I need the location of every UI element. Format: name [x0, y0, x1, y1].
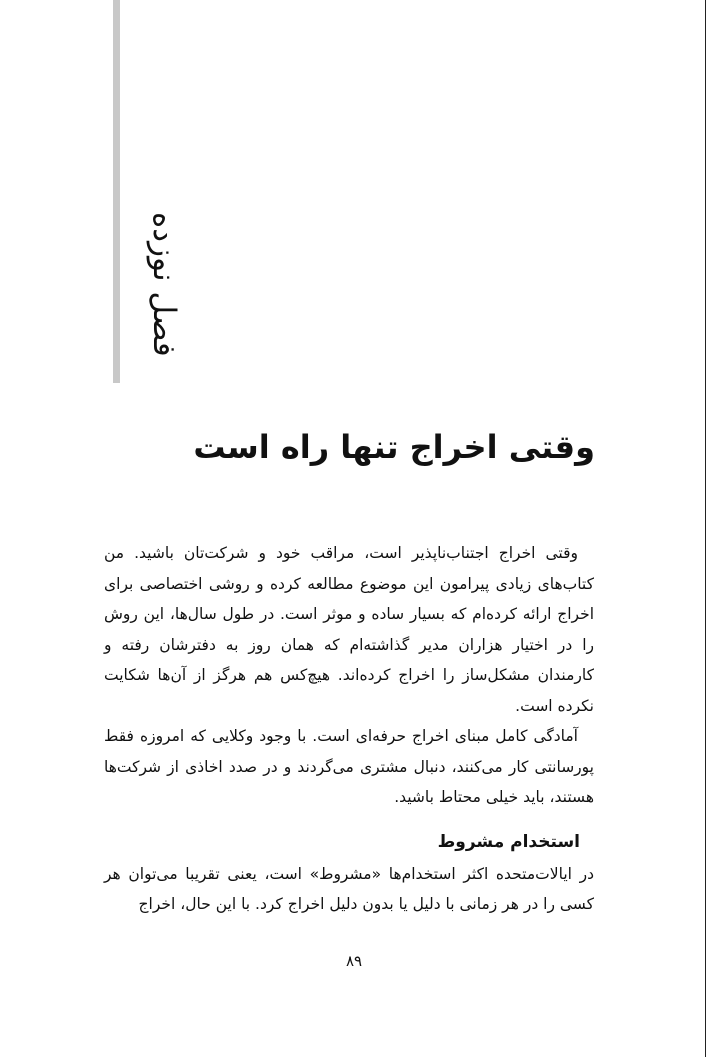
section-heading: استخدام مشروط [437, 831, 580, 852]
page-number: ۸۹ [345, 952, 363, 970]
chapter-bar [113, 0, 120, 383]
body-text [104, 538, 594, 920]
chapter-title: وقتی اخراج تنها راه است [193, 428, 595, 466]
page-edge-line [705, 0, 706, 1057]
chapter-label: فصل نوزده [146, 212, 182, 357]
paragraph-2: آمادگی کامل مبنای اخراج حرفه‌ای است. با وجود وکلایی که امروزه فقط پورسانتی کار می‌کنند، دنبال مشتری می‌گردند و در صدد اخاذی از شرکت‌ها هستند، باید خیلی محتاط باشید. [104, 727, 594, 806]
section-paragraph: در ایالات‌متحده اکثر استخدام‌ها «مشروط» است، یعنی تقریبا می‌توان هر کسی را در هر زمانی با دلیل یا بدون دلیل اخراج کرد. با این حال، اخراج [104, 864, 594, 913]
paragraph-1: وقتی اخراج اجتناب‌ناپذیر است، مراقب خود و شرکت‌تان باشید. من کتاب‌های زیادی پیرامون این موضوع مطالعه کرده و روشی اختصاصی برای اخراج ارائه کرده‌ام که بسیار ساده و موثر است. در طول سال‌ها، این روش را در اختیار هزاران مدیر گذاشته‌ام که همان روز به دفترشان رفته و کارمندان مشکل‌ساز را اخراج کرده‌اند. هیچ‌کس هم هرگز از آن‌ها شکایت نکرده است. [104, 544, 594, 715]
